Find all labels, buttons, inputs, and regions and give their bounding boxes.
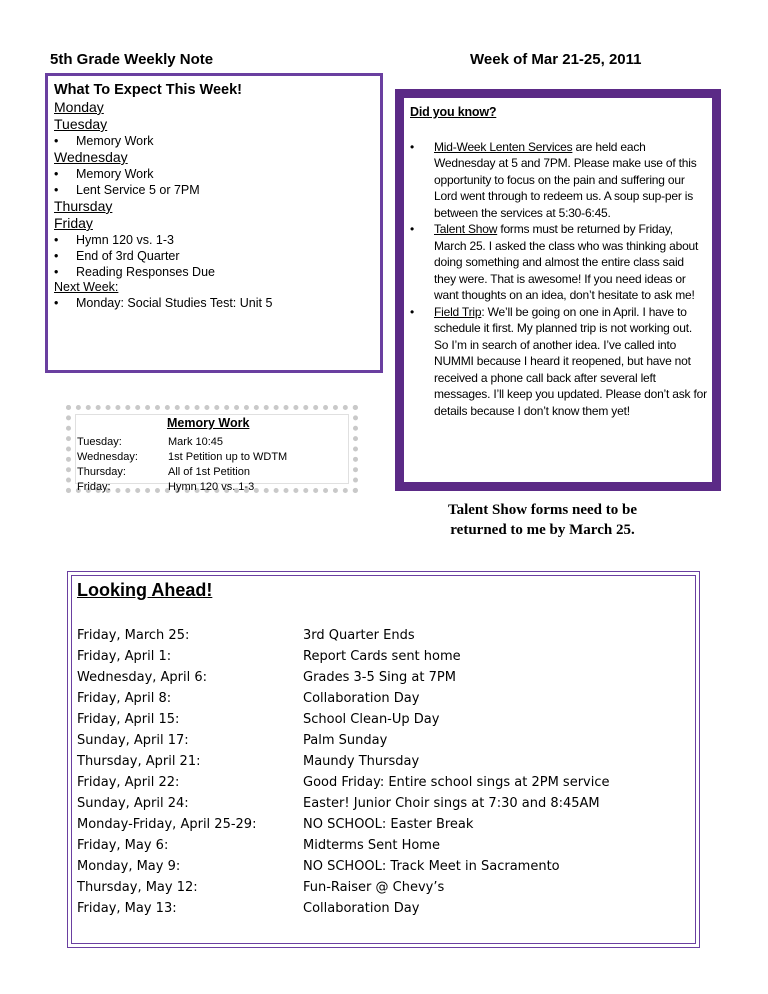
list-item: • Memory Work [54, 166, 374, 182]
wednesday-list [54, 166, 374, 198]
list-item [77, 877, 610, 898]
day-tuesday: Tuesday [54, 116, 108, 132]
what-to-expect-box [45, 73, 383, 373]
list-item [410, 221, 708, 304]
event-date: Sunday, April 24: [77, 796, 189, 811]
item-text: are held each Wednesday at 5 and 7PM. Please make use of this opportunity to focus on the pain and suffering our Lord went through to redeem us. A soup sup-per is between the services at 5:30-6:45. [434, 139, 697, 220]
memory-day: Thursday: [77, 466, 126, 478]
table-row [77, 450, 287, 465]
memory-item: Hymn 120 vs. 1-3 [168, 481, 255, 493]
list-item: • End of 3rd Quarter [54, 248, 374, 264]
day-wednesday: Wednesday [54, 149, 128, 165]
talent-note-line: returned to me by March 25. [450, 522, 635, 538]
event-date: Thursday, April 21: [77, 754, 201, 769]
event-text: Collaboration Day [303, 901, 420, 916]
list-item [77, 814, 610, 835]
talent-show-note [400, 500, 685, 540]
list-item [77, 793, 610, 814]
event-text: Report Cards sent home [303, 649, 461, 664]
list-item: • Lent Service 5 or 7PM [54, 182, 374, 198]
table-row [77, 435, 287, 450]
next-week-label: Next Week: [54, 280, 119, 294]
week-label: Week of Mar 21-25, 2011 [470, 51, 642, 68]
expect-title: What To Expect This Week! [54, 82, 242, 98]
event-text: School Clean-Up Day [303, 712, 440, 727]
looking-ahead-list [77, 625, 610, 919]
did-you-know-box [395, 89, 721, 491]
list-item: • Hymn 120 vs. 1-3 [54, 232, 374, 248]
event-date: Friday, April 15: [77, 712, 180, 727]
event-date: Monday, May 9: [77, 859, 181, 874]
event-date: Sunday, April 17: [77, 733, 189, 748]
event-text: Collaboration Day [303, 691, 420, 706]
list-item [77, 772, 610, 793]
event-text: NO SCHOOL: Track Meet in Sacramento [303, 859, 560, 874]
event-date: Monday-Friday, April 25-29: [77, 817, 257, 832]
list-item [77, 688, 610, 709]
list-item [77, 835, 610, 856]
looking-ahead-title: Looking Ahead! [77, 580, 213, 600]
list-item: • Memory Work [54, 133, 374, 149]
event-date: Friday, May 6: [77, 838, 169, 853]
memory-item: Mark 10:45 [168, 436, 224, 448]
memory-work-title: Memory Work [167, 416, 250, 430]
list-item [77, 730, 610, 751]
list-item: • Monday: Social Studies Test: Unit 5 [54, 295, 374, 311]
looking-ahead-box [67, 571, 700, 948]
list-item [77, 709, 610, 730]
list-item [77, 898, 610, 919]
day-thursday: Thursday [54, 198, 113, 214]
item-lead: Talent Show [434, 222, 498, 236]
memory-work-table [77, 435, 287, 495]
event-text: Grades 3-5 Sing at 7PM [303, 670, 456, 685]
did-you-know-list [410, 139, 708, 420]
day-friday: Friday [54, 215, 93, 231]
list-item [410, 139, 708, 222]
list-item [77, 625, 610, 646]
page-title: 5th Grade Weekly Note [50, 51, 214, 68]
table-row [77, 465, 287, 480]
memory-day: Friday: [77, 481, 111, 493]
memory-work-box [66, 405, 358, 493]
event-text: NO SCHOOL: Easter Break [303, 817, 474, 832]
day-monday: Monday [54, 99, 104, 115]
event-date: Friday, May 13: [77, 901, 177, 916]
item-lead: Field Trip [434, 304, 482, 319]
list-item [77, 646, 610, 667]
event-text: Maundy Thursday [303, 754, 420, 769]
event-date: Thursday, May 12: [77, 880, 198, 895]
list-item [77, 667, 610, 688]
friday-list [54, 232, 374, 280]
event-text: Easter! Junior Choir sings at 7:30 and 8:45AM [303, 796, 600, 811]
list-item [410, 304, 708, 420]
did-you-know-title: Did you know? [410, 105, 497, 119]
talent-note-line: Talent Show forms need to be [447, 502, 638, 518]
event-date: Friday, April 1: [77, 649, 172, 664]
event-date: Friday, March 25: [77, 628, 190, 643]
event-date: Friday, April 8: [77, 691, 172, 706]
item-text: : We’ll be going on one in April. I have to schedule it first. My planned trip is not working out. So I’m in search of another idea. I’ve called into NUMMI because I heard it reopened, but have not received a phone call back after several left messages. I’ll keep you updated. Please don’t ask for details because I don’t know them yet! [434, 304, 707, 418]
event-date: Wednesday, April 6: [77, 670, 208, 685]
memory-day: Tuesday: [77, 436, 122, 448]
list-item [77, 856, 610, 877]
item-text: forms must be returned by Friday, March 25. I asked the class who was thinking about doing something and almost the entire class said they were. That is awesome! If you need ideas or want thoughts on an idea, don’t hesitate to ask me! [434, 222, 699, 302]
memory-item: All of 1st Petition [168, 466, 250, 478]
list-item [77, 751, 610, 772]
event-text: Midterms Sent Home [303, 838, 440, 853]
event-text: Fun-Raiser @ Chevy’s [303, 880, 445, 895]
memory-item: 1st Petition up to WDTM [168, 451, 288, 463]
event-text: Good Friday: Entire school sings at 2PM service [303, 775, 610, 790]
event-text: 3rd Quarter Ends [303, 628, 415, 643]
event-text: Palm Sunday [303, 733, 388, 748]
event-date: Friday, April 22: [77, 775, 180, 790]
list-item: • Reading Responses Due [54, 264, 374, 280]
next-week-list [54, 295, 374, 311]
item-lead: Mid-Week Lenten Services [434, 139, 573, 154]
table-row [77, 480, 287, 495]
memory-day: Wednesday: [77, 451, 138, 463]
tuesday-list [54, 133, 374, 149]
